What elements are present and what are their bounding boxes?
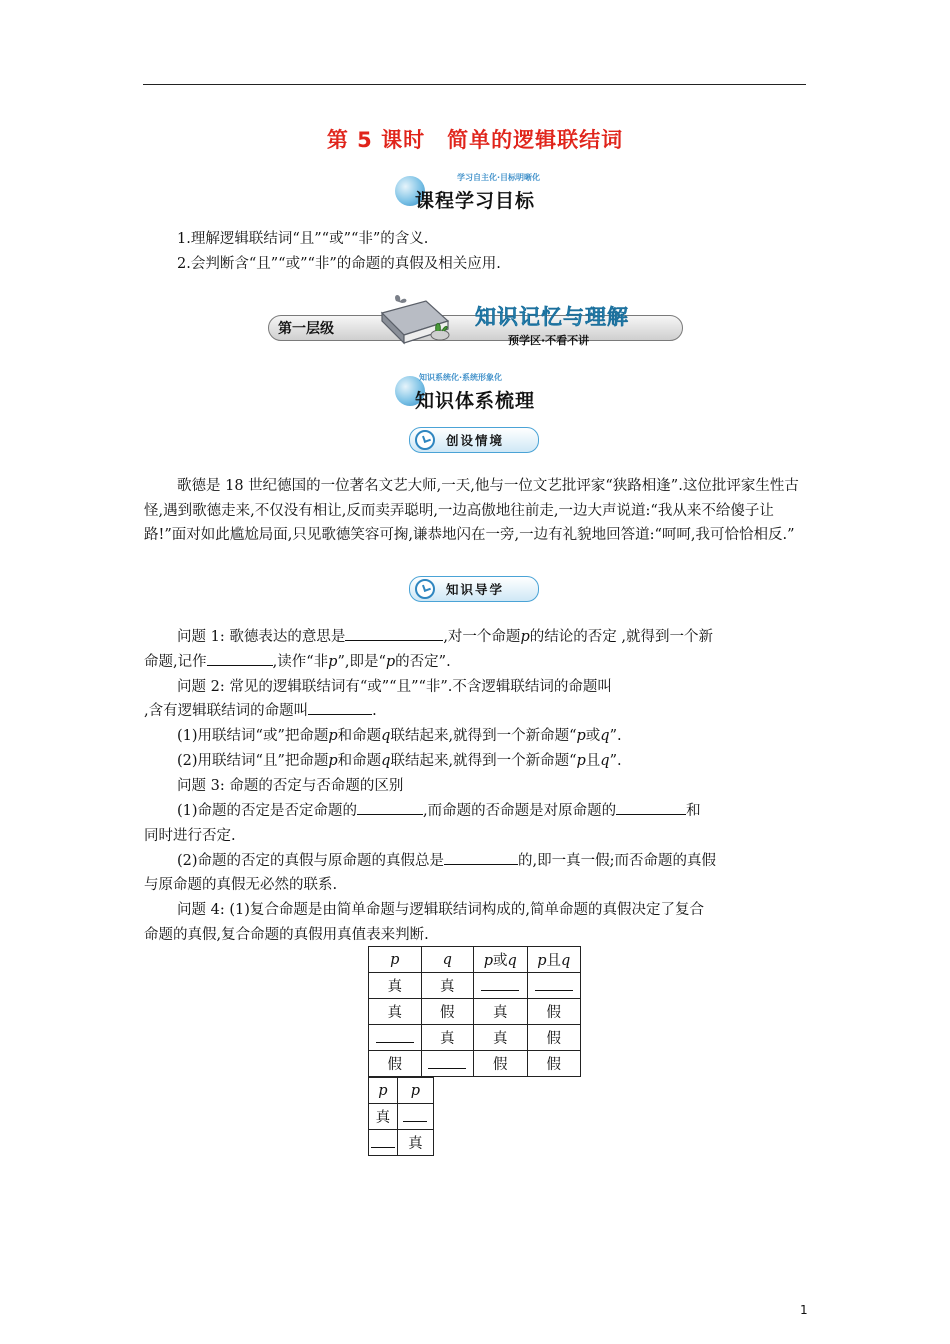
clock-icon [415,579,435,599]
answer-blank[interactable] [357,800,423,815]
table-row [369,1130,434,1156]
scene-pill-label: 创设情境 [446,433,505,448]
answer-blank[interactable] [444,850,518,865]
table-cell: 真 [421,1025,474,1051]
answer-blank[interactable] [616,800,686,815]
goal-item: 1.理解逻辑联结词“且”“或”“非”的含义. [177,231,429,247]
book-icon [376,291,456,347]
table-cell: 假 [527,1025,581,1051]
q4-line2: 命题的真假,复合命题的真假用真值表来判断. [144,927,429,943]
q3-item2-line1: (2)命题的否定的真假与原命题的真假总是 的,即一真一假;而否命题的真假 [177,849,716,870]
q2-line2: ,含有逻辑联结词的命题叫 . [144,699,377,720]
table-cell: 真 [369,1104,398,1130]
table-header-row [369,947,581,973]
table-row [369,1051,581,1077]
header-cell: p [369,947,422,973]
negation-table [368,1077,434,1156]
q2-item1: (1)用联结词“或”把命题p和命题q联结起来,就得到一个新命题“p或q”. [177,728,622,744]
guide-pill-label: 知识导学 [446,582,505,597]
answer-blank-cell[interactable] [369,1025,422,1051]
table-cell: 真 [421,973,474,999]
knowledge-banner-title: 知识体系梳理 [415,390,536,412]
answer-blank-cell[interactable] [527,973,581,999]
layer-label: 第一层级 [278,321,334,337]
table-cell: 真 [369,999,422,1025]
layer-title: 知识记忆与理解 [475,305,629,329]
layer-sub: 预学区·不看不讲 [508,334,590,347]
goal-item: 2.会判断含“且”“或”“非”的命题的真假及相关应用. [177,256,501,272]
q2-item2: (2)用联结词“且”把命题p和命题q联结起来,就得到一个新命题“p且q”. [177,753,622,769]
table-row [369,1104,434,1130]
clock-icon [415,430,435,450]
answer-blank-cell[interactable] [421,1051,474,1077]
table-cell: 假 [527,1051,581,1077]
knowledge-banner-sub: 知识系统化·系统形象化 [419,373,503,382]
q1-line1: 问题 1: 歌德表达的意思是 ,对一个命题p的结论的否定 ,就得到一个新 [177,625,713,646]
q1-line2: 命题,记作 ,读作“非p”,即是“p的否定”. [144,650,451,671]
table-row [369,999,581,1025]
q3-item2-line2: 与原命题的真假无必然的联系. [144,877,338,893]
goal-banner-title: 课程学习目标 [415,190,536,212]
answer-blank-cell[interactable] [369,1130,398,1156]
table-cell: 真 [397,1130,433,1156]
scene-text: 歌德是 18 世纪德国的一位著名文艺大师,一天,他与一位文艺批评家“狭路相逢”.这位批评家生性古怪,遇到歌德走来,不仅没有相让,反而卖弄聪明,一边高傲地往前走,一边大声说道:“我从来不给傻子让路!”面对如此尴尬局面,只见歌德笑容可掬,谦恭地闪在一旁,一边有礼貌地回答道:“呵呵,我可恰恰相反.” [144,478,799,543]
q2-line1: 问题 2: 常见的逻辑联结词有“或”“且”“非”.不含逻辑联结词的命题叫 [177,679,612,695]
table-cell: 真 [474,1025,527,1051]
answer-blank-cell[interactable] [397,1104,433,1130]
knowledge-banner [395,370,565,412]
q4-line1: 问题 4: (1)复合命题是由简单命题与逻辑联结词构成的,简单命题的真假决定了复合 [177,902,704,918]
answer-blank-cell[interactable] [474,973,527,999]
layer-banner [268,283,688,355]
header-rule [143,84,806,85]
q3-item1-line1: (1)命题的否定是否定命题的 ,而命题的否命题是对原命题的 和 [177,799,701,820]
page-number: 1 [800,1303,808,1317]
answer-blank[interactable] [345,626,443,641]
table-cell: 假 [474,1051,527,1077]
q3-line: 问题 3: 命题的否定与否命题的区别 [177,778,404,794]
header-cell: q [421,947,474,973]
goal-banner-sub: 学习自主化·目标明晰化 [457,173,541,182]
header-cell: p或q [474,947,527,973]
header-cell: p且q [527,947,581,973]
header-cell: p [369,1078,398,1104]
table-row [369,973,581,999]
table-cell: 真 [474,999,527,1025]
table-cell: 假 [421,999,474,1025]
scene-pill [409,427,539,453]
table-row [369,1025,581,1051]
header-cell: p [397,1078,433,1104]
answer-blank[interactable] [308,700,372,715]
goal-banner [395,170,565,212]
table-cell: 假 [527,999,581,1025]
table-cell: 假 [369,1051,422,1077]
answer-blank[interactable] [207,651,273,666]
truth-table [368,946,581,1077]
table-cell: 真 [369,973,422,999]
table-header-row [369,1078,434,1104]
page-title: 第 5 课时 简单的逻辑联结词 [326,128,624,152]
guide-pill [409,576,539,602]
q3-item1-line2: 同时进行否定. [144,828,236,844]
